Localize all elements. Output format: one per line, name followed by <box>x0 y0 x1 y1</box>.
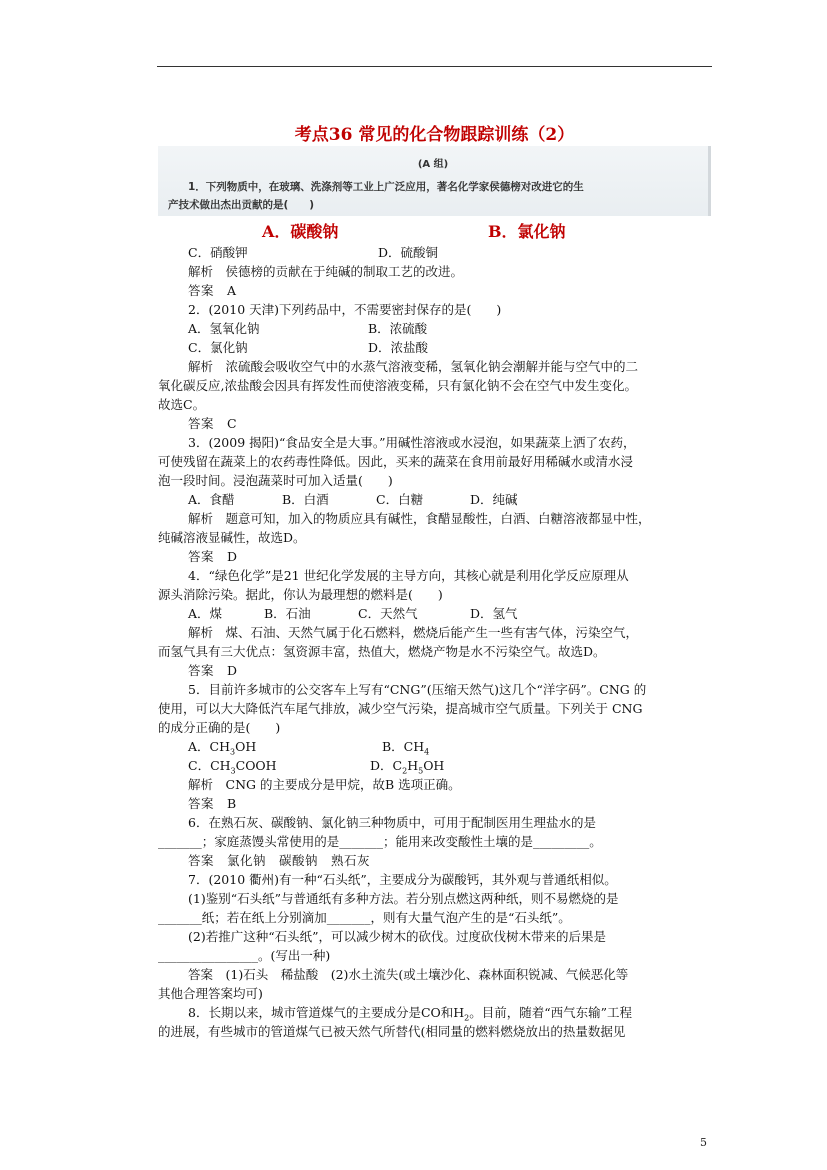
q3-stem-line3: 泡一段时间。浸泡蔬菜时可加入适量( ) <box>158 473 393 488</box>
q7-stem: 7．(2010 衢州)有一种“石头纸”，主要成分为碳酸钙，其外观与普通纸相似。 <box>188 872 617 887</box>
q3-analysis-line2: 纯碱溶液显碱性，故选D。 <box>158 530 306 545</box>
q4-option-d: D．氢气 <box>470 606 518 621</box>
q2-option-b: B．浓硫酸 <box>368 321 428 336</box>
q7-part1-line1: (1)鉴别“石头纸”与普通纸有多种方法。若分别点燃这两种纸，则不易燃烧的是 <box>188 891 619 906</box>
q2-option-c: C．氯化钠 <box>188 340 248 355</box>
q5-stem-line2: 使用，可以大大降低汽车尾气排放，减少空气污染，提高城市空气质量。下列关于 CNG <box>158 701 643 716</box>
q4-option-c: C．天然气 <box>358 606 418 621</box>
q1-option-c: C．硝酸钾 <box>188 245 248 260</box>
q2-analysis-line3: 故选C。 <box>158 397 206 412</box>
q2-option-a: A．氢氧化钠 <box>188 321 260 336</box>
q7-part2-line2: ________________。(写出一种) <box>158 948 331 963</box>
q1-analysis: 解析 侯德榜的贡献在于纯碱的制取工艺的改进。 <box>188 264 464 279</box>
q5-option-d: D．$C_2H_5OH$ <box>370 758 445 776</box>
q8-stem-line1: 8．长期以来，城市管道煤气的主要成分是CO和$H_2$。目前，随着“西气东输”工程 <box>188 1005 633 1023</box>
q4-answer: 答案 D <box>188 663 238 678</box>
q5-option-a: A．$CH_3OH$ <box>188 739 257 757</box>
q5-stem-line1: 5．目前许多城市的公交客车上写有“CNG”(压缩天然气)这几个“洋字码”。CNG 的 <box>188 682 647 697</box>
q6-answer: 答案 氯化钠 碳酸钠 熟石灰 <box>188 853 371 868</box>
q4-analysis-line2: 而氢气具有三大优点：氢资源丰富，热值大，燃烧产物是水不污染空气。故选D。 <box>158 644 606 659</box>
q3-analysis-line1: 解析 题意可知，加入的物质应具有碱性，食醋显酸性，白酒、白糖溶液都显中性， <box>188 511 651 526</box>
q3-answer: 答案 D <box>188 549 238 564</box>
q6-stem-line1: 6．在熟石灰、碳酸钠、氯化钠三种物质中，可用于配制医用生理盐水的是 <box>188 815 596 830</box>
page-number: 5 <box>700 1136 707 1149</box>
q8-stem-line2: 的进展，有些城市的管道煤气已被天然气所替代(相同量的燃料燃烧放出的热量数据见 <box>158 1024 626 1039</box>
q3-option-a: A．食醋 <box>188 492 235 507</box>
q2-stem: 2．(2010 天津)下列药品中，不需要密封保存的是( ) <box>188 302 502 317</box>
group-label: (A 组) <box>417 159 449 170</box>
q5-option-b: B．$CH_4$ <box>382 739 430 757</box>
q1-stem-line2: 产技术做出杰出贡献的是( ) <box>168 199 315 211</box>
q4-option-a: A．煤 <box>188 606 223 621</box>
q1-option-b: B．氯化钠 <box>488 222 566 241</box>
q2-analysis-line2: 氧化碳反应,浓盐酸会因具有挥发性而使溶液变稀，只有氯化钠不会在空气中发生变化。 <box>158 378 637 393</box>
q2-option-d: D．浓盐酸 <box>368 340 429 355</box>
q4-stem-line2: 源头消除污染。据此，你认为最理想的燃料是( ) <box>158 587 443 602</box>
q3-option-b: B．白酒 <box>282 492 329 507</box>
q3-option-d: D．纯碱 <box>470 492 518 507</box>
q3-stem-line1: 3．(2009 揭阳)“食品安全是大事。”用碱性溶液或水浸泡，如果蔬菜上洒了农药， <box>188 435 636 450</box>
page-title: 考点36 常见的化合物跟踪训练（2） <box>294 125 575 145</box>
q1-answer: 答案 A <box>188 283 237 298</box>
q5-stem-line3: 的成分正确的是( ) <box>158 720 281 735</box>
q7-part2-line1: (2)若推广这种“石头纸”，可以减少树木的砍伐。过度砍伐树木带来的后果是 <box>188 929 606 944</box>
q7-part1-line2: _______纸；若在纸上分别滴加_______，则有大量气泡产生的是“石头纸”。 <box>158 910 571 925</box>
q1-stem-line1: 1．下列物质中，在玻璃、洗涤剂等工业上广泛应用，著名化学家侯德榜对改进它的生 <box>188 181 584 193</box>
q7-answer-line1: 答案 (1)石头 稀盐酸 (2)水土流失(或土壤沙化、森林面积锐减、气候恶化等 <box>188 967 629 982</box>
q4-option-b: B．石油 <box>264 606 311 621</box>
q5-option-c: C．$CH_3COOH$ <box>188 758 277 776</box>
q4-analysis-line1: 解析 煤、石油、天然气属于化石燃料，燃烧后能产生一些有害气体，污染空气， <box>188 625 639 640</box>
q4-stem-line1: 4．“绿色化学”是21 世纪化学发展的主导方向，其核心就是利用化学反应原理从 <box>188 568 629 583</box>
q1-option-a: A．碳酸钠 <box>262 222 339 241</box>
q2-analysis-line1: 解析 浓硫酸会吸收空气中的水蒸气溶液变稀，氢氧化钠会潮解并能与空气中的二 <box>188 359 639 374</box>
q5-answer: 答案 B <box>188 796 237 811</box>
q6-stem-line2: _______；家庭蒸馒头常使用的是_______；能用来改变酸性土壤的是_________。 <box>158 834 602 849</box>
q7-answer-line2: 其他合理答案均可) <box>158 986 263 1001</box>
q2-answer: 答案 C <box>188 416 238 431</box>
header-rule <box>157 66 712 67</box>
question-image <box>158 146 711 216</box>
q3-stem-line2: 可使残留在蔬菜上的农药毒性降低。因此，买来的蔬菜在食用前最好用稀碱水或清水浸 <box>158 454 634 469</box>
q1-option-d: D．硫酸铜 <box>378 245 439 260</box>
q5-analysis: 解析 CNG 的主要成分是甲烷，故B 选项正确。 <box>188 777 461 792</box>
q3-option-c: C．白糖 <box>376 492 424 507</box>
